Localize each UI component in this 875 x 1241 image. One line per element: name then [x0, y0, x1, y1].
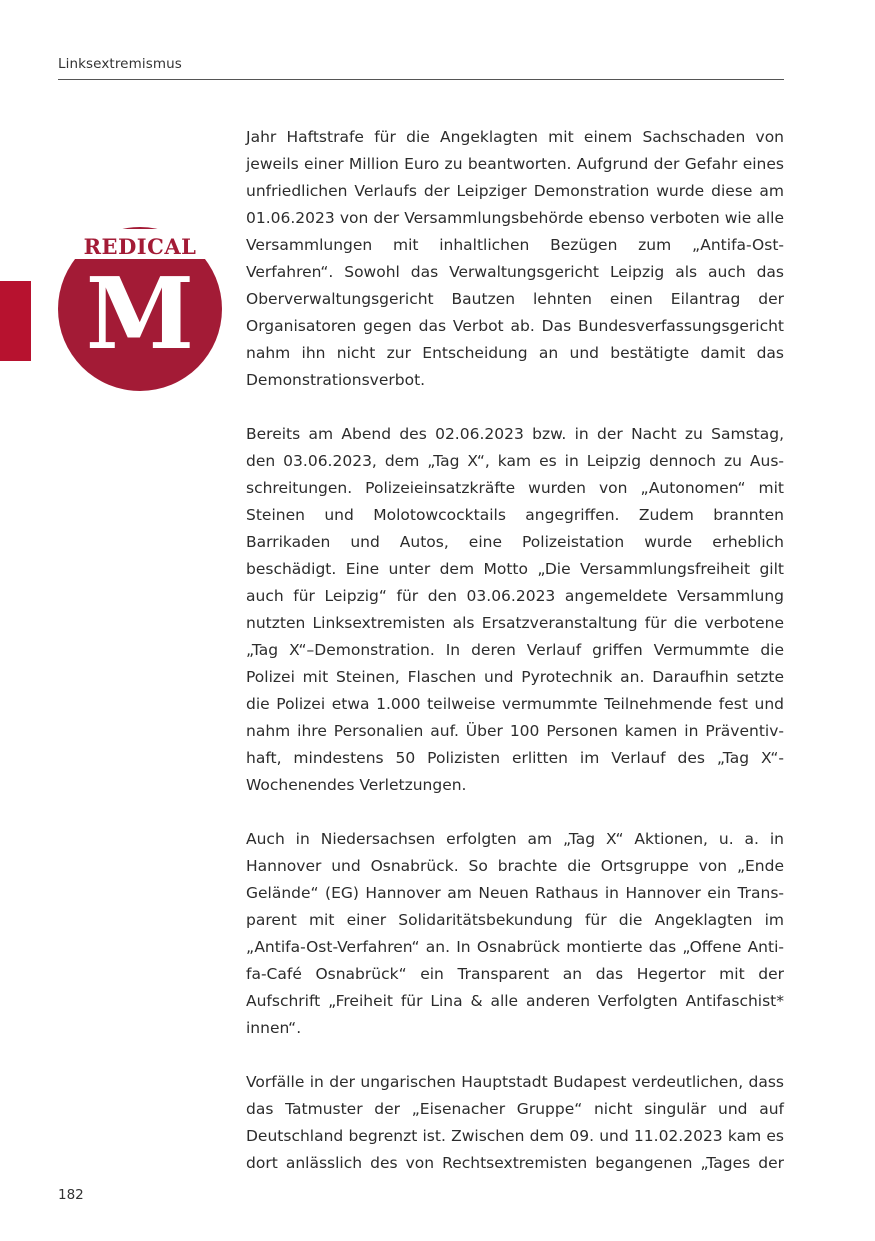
logo-wordmark: REDICAL [83, 234, 197, 259]
page-number: 182 [58, 1187, 84, 1203]
paragraph: Auch in Niedersachsen erfolgten am „Tag X“ Aktionen, u. a. in Hannover und Osnabrück. So brachte die Ortsgruppe von „Ende Gelände“ (EG) Hannover am Neuen Rathaus in Hannover ein Transparent mit einer Solidaritätsbekundung für die Angeklagten im „Antifa-Ost-Verfahren“ an. In Osnabrück montierte das „Offene Antifa-Café Osnabrück“ ein Transparent an das Hegertor mit der Aufschrift „Freiheit für Lina & alle anderen Verfolgten Antifaschist* innen“. [246, 830, 784, 1037]
paragraph: Vorfälle in der ungarischen Hauptstadt Budapest verdeutlichen, dass das Tatmuster der „Eisenacher Gruppe“ nicht singulär und auf Deutschland begrenzt ist. Zwischen dem 09. und 11.02.2023 kam es dort anlässlich des von Rechtsextremisten begangenen „Tages der [246, 1073, 784, 1172]
redical-m-logo [57, 223, 223, 391]
chapter-edge-tab [0, 281, 31, 361]
paragraph: Jahr Haftstrafe für die Angeklagten mit einem Sachschaden von jeweils einer Million Euro zu beantworten. Aufgrund der Gefahr eines unfriedlichen Verlaufs der Leipziger Demonstration wurde diese am 01.06.2023 von der Versammlungsbehörde ebenso verboten wie alle Versammlungen mit inhaltlichen Bezügen zum „Antifa-Ost-Verfahren“. Sowohl das Verwaltungsgericht Leipzig als auch das Oberverwaltungsgericht Bautzen lehnten einen Eilantrag der Organisatoren gegen das Verbot ab. Das Bundesverfassungsgericht nahm ihn nicht zur Entscheidung an und bestätigte damit das Demonstrationsverbot. [246, 128, 784, 389]
header-rule [58, 79, 784, 80]
running-header: Linksextremismus [58, 56, 182, 72]
body-text [246, 124, 784, 1177]
paragraph: Bereits am Abend des 02.06.2023 bzw. in der Nacht zu Samstag, den 03.06.2023, dem „Tag X“, kam es in Leipzig dennoch zu Ausschreitungen. Polizeieinsatzkräfte wurden von „Autonomen“ mit Steinen und Molotowcocktails angegriffen. Zudem brannten Barrikaden und Autos, eine Polizeistation wurde erheblich beschädigt. Eine unter dem Motto „Die Versammlungsfreiheit gilt auch für Leipzig“ für den 03.06.2023 angemeldete Versammlung nutzten Linksextremisten als Ersatzveranstaltung für die verbotene „Tag X“–Demonstration. In deren Verlauf griffen Vermummte die Polizei mit Steinen, Flaschen und Pyrotechnik an. Daraufhin setzte die Polizei etwa 1.000 teilweise vermummte Teilnehmende fest und nahm ihre Personalien auf. Über 100 Personen kamen in Präventivhaft, mindestens 50 Polizisten erlitten im Verlauf des „Tag X“-Wochenendes Verletzungen. [246, 425, 784, 794]
logo-letter: M [85, 257, 195, 372]
